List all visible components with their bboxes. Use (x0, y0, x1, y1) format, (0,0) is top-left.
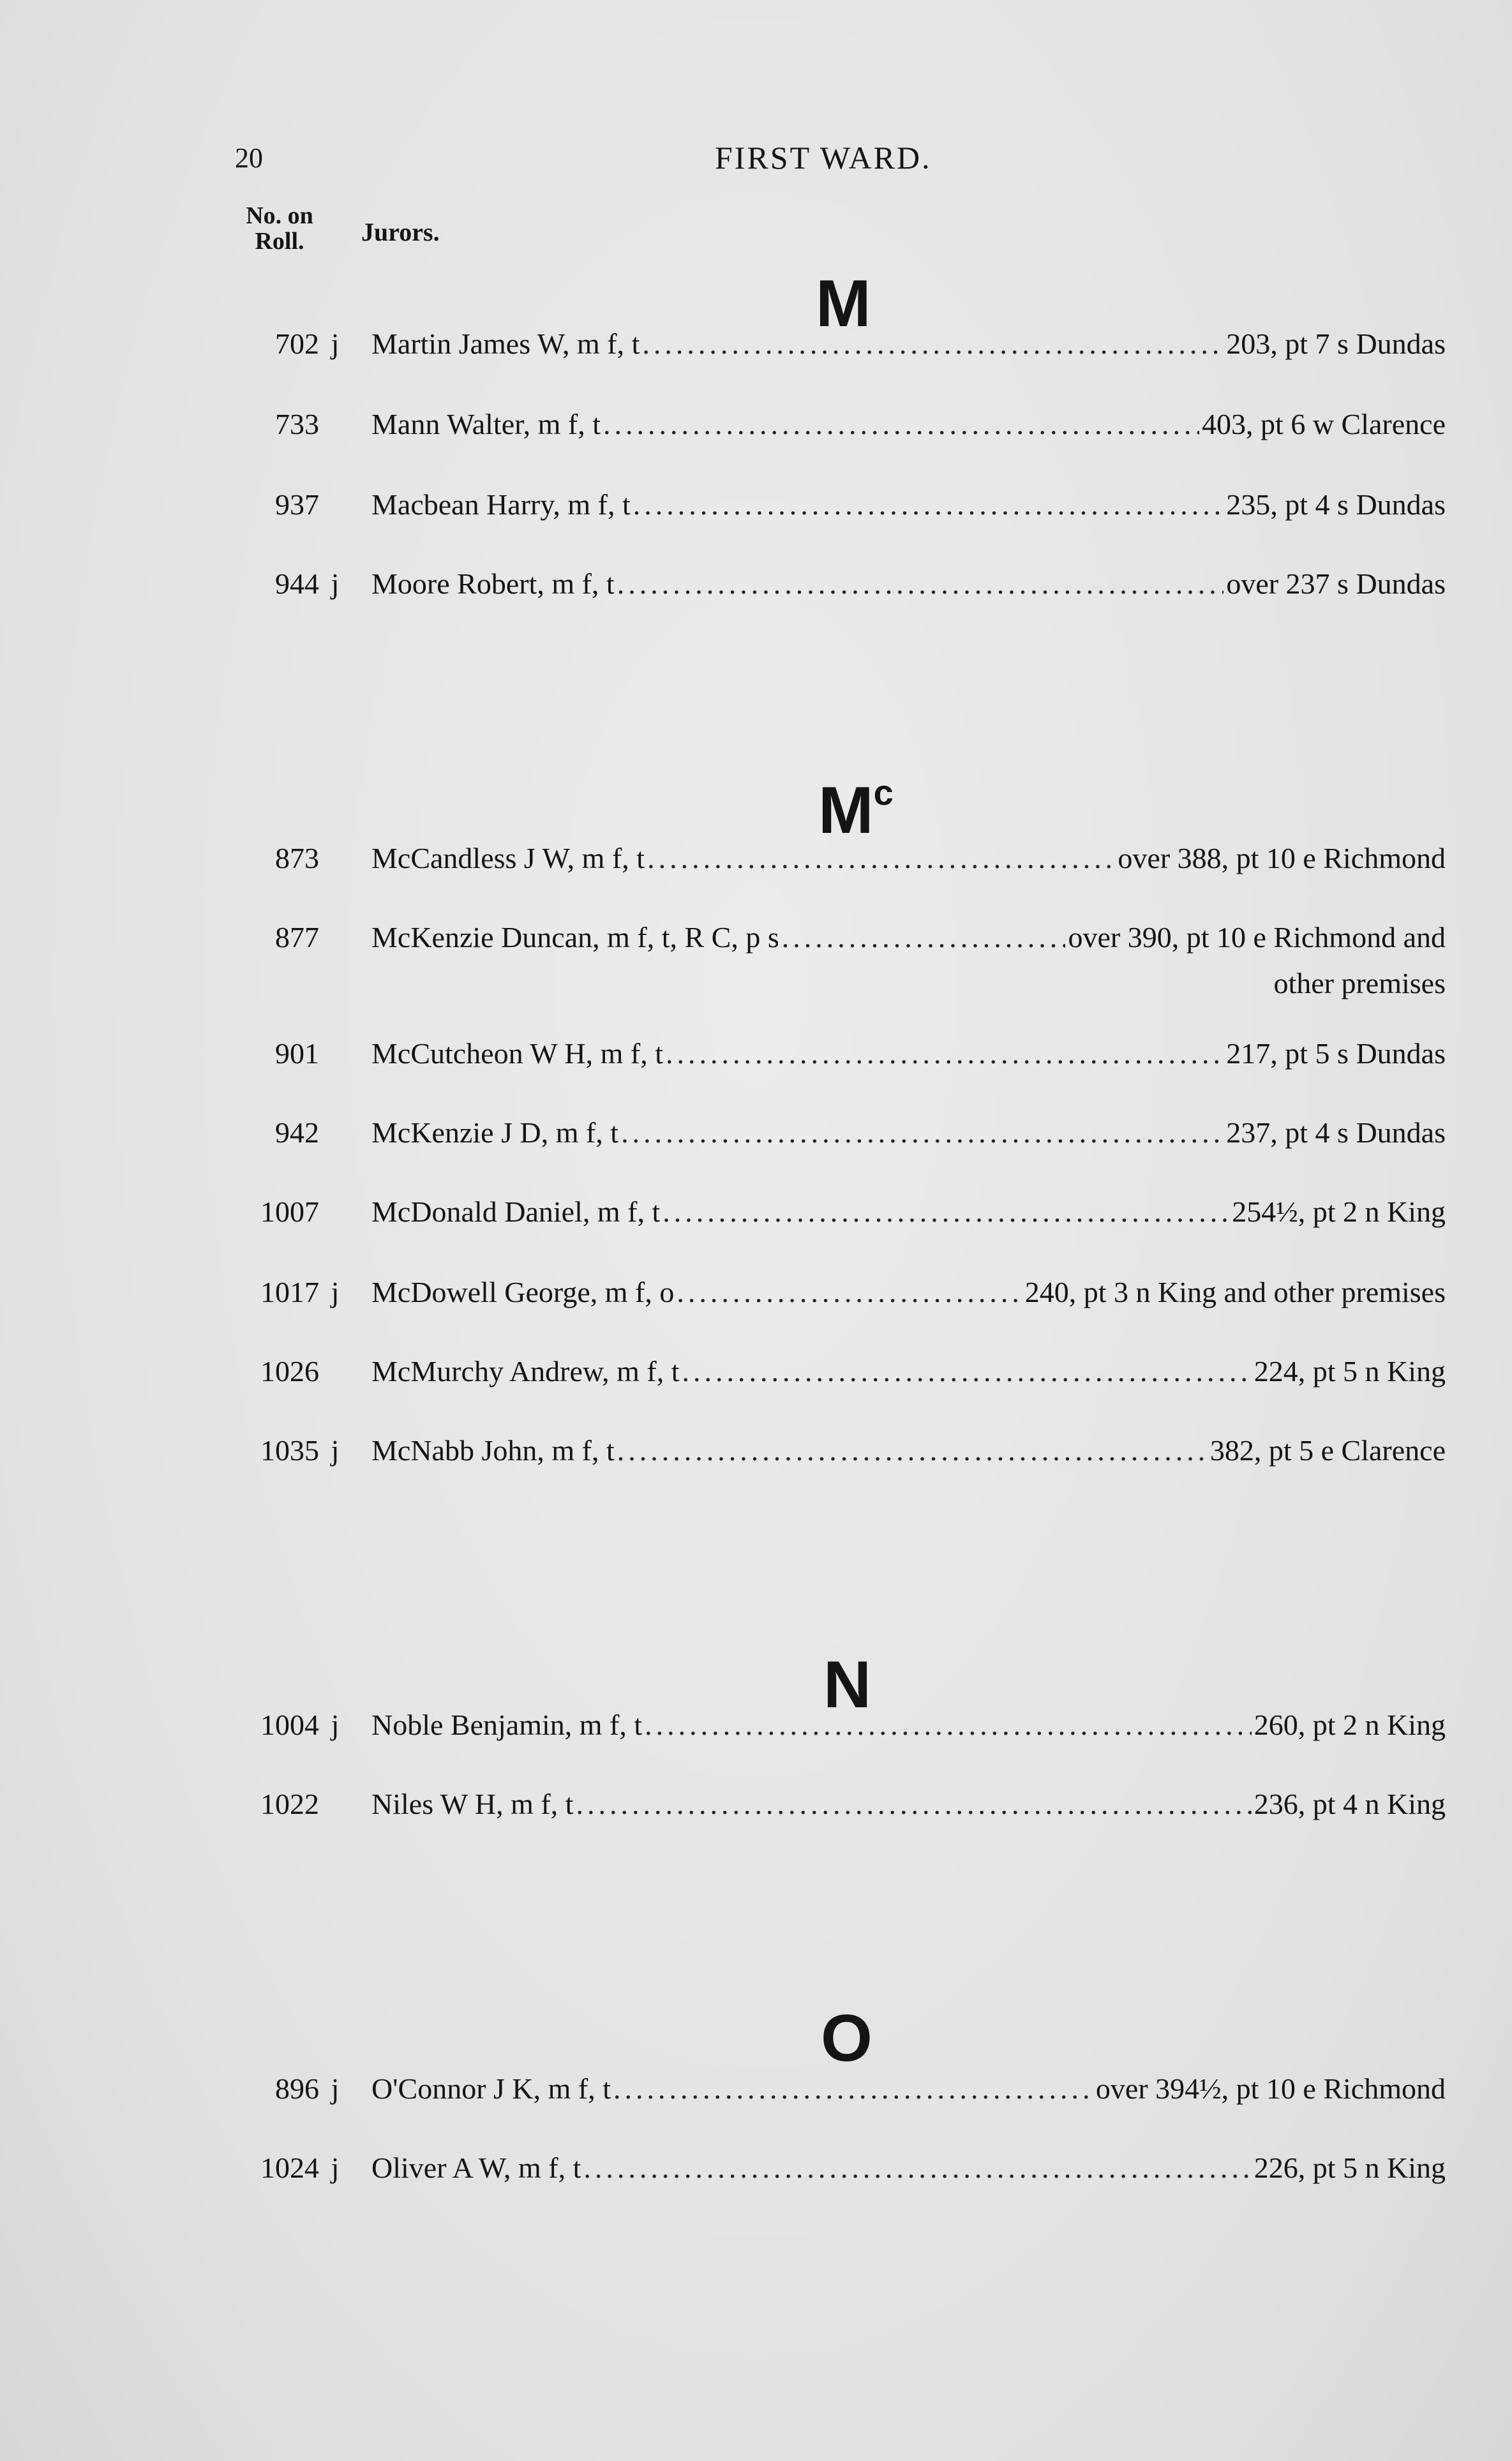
dot-leader (645, 1705, 1252, 1745)
voter-name: Mann Walter, m f, t (371, 408, 601, 440)
voter-name: McDonald Daniel, m f, t (371, 1195, 661, 1228)
voter-name: McMurchy Andrew, m f, t (371, 1355, 680, 1388)
juror-mark: j (331, 327, 340, 360)
voter-name: McCandless J W, m f, t (371, 842, 645, 874)
roll-number: 1017 (260, 1276, 319, 1308)
dot-leader (633, 485, 1224, 525)
voter-name: McKenzie Duncan, m f, t, R C, p s (371, 921, 779, 954)
dot-leader (613, 2069, 1093, 2109)
section-heading-n: N (823, 1648, 872, 1722)
residence: 217, pt 5 s Dundas (1226, 1037, 1446, 1070)
list-item (243, 1113, 1446, 1153)
roll-number: 1022 (260, 1788, 319, 1820)
roll-number: 873 (275, 842, 319, 874)
voter-name: McCutcheon W H, m f, t (371, 1037, 663, 1070)
juror-mark: j (331, 567, 340, 600)
roll-number: 1026 (260, 1355, 319, 1388)
list-item (243, 405, 1446, 444)
section-heading-m: M (816, 267, 871, 341)
dot-leader (621, 1113, 1224, 1153)
list-item (243, 1784, 1446, 1824)
dot-leader (617, 564, 1224, 604)
residence: over 237 s Dundas (1226, 567, 1446, 600)
list-item (243, 1705, 1446, 1745)
list-item (243, 324, 1446, 364)
list-item (243, 564, 1446, 604)
residence: 226, pt 5 n King (1254, 2151, 1446, 2184)
roll-number: 702 (275, 327, 319, 360)
residence: over 388, pt 10 e Richmond (1118, 842, 1446, 874)
residence: 403, pt 6 w Clarence (1202, 408, 1446, 440)
residence: 224, pt 5 n King (1254, 1355, 1446, 1388)
residence: 240, pt 3 n King and other premises (1024, 1276, 1446, 1308)
roll-number: 877 (275, 921, 319, 954)
juror-mark: j (331, 2072, 340, 2105)
roll-number: 937 (275, 488, 319, 521)
voter-name: Moore Robert, m f, t (371, 567, 615, 600)
list-item (243, 485, 1446, 525)
residence: over 394½, pt 10 e Richmond (1095, 2072, 1446, 2105)
voter-name: Martin James W, m f, t (371, 327, 640, 360)
residence: 237, pt 4 s Dundas (1226, 1116, 1446, 1149)
list-item (243, 1431, 1446, 1470)
column-header-roll-number: No. on Roll. (246, 202, 313, 255)
voter-name: McKenzie J D, m f, t (371, 1116, 619, 1149)
list-item (243, 918, 1446, 957)
residence-continuation: other premises (1273, 967, 1446, 999)
dot-leader (617, 1431, 1208, 1470)
juror-mark: j (331, 2151, 340, 2184)
dot-leader (647, 839, 1115, 878)
list-item (243, 1273, 1446, 1312)
list-item (243, 2069, 1446, 2109)
dot-leader (642, 324, 1224, 364)
roll-number: 896 (275, 2072, 319, 2105)
roll-number: 942 (275, 1116, 319, 1149)
dot-leader (603, 405, 1199, 444)
roll-number: 1004 (260, 1709, 319, 1741)
residence: 236, pt 4 n King (1254, 1788, 1446, 1820)
residence: over 390, pt 10 e Richmond and (1068, 921, 1446, 954)
roll-number: 1035 (260, 1434, 319, 1467)
residence: 254½, pt 2 n King (1232, 1195, 1446, 1228)
page-title: FIRST WARD. (715, 140, 932, 176)
dot-leader (682, 1352, 1251, 1391)
residence: 203, pt 7 s Dundas (1226, 327, 1446, 360)
dot-leader (782, 918, 1066, 957)
list-item (243, 1352, 1446, 1391)
voter-name: Niles W H, m f, t (371, 1788, 574, 1820)
list-item (243, 839, 1446, 878)
dot-leader (583, 2148, 1251, 2188)
dot-leader (576, 1784, 1251, 1824)
roll-number: 944 (275, 567, 319, 600)
voter-name: Noble Benjamin, m f, t (371, 1709, 643, 1741)
voter-name: O'Connor J K, m f, t (371, 2072, 611, 2105)
juror-mark: j (331, 1709, 340, 1741)
dot-leader (662, 1192, 1229, 1232)
page-number: 20 (235, 142, 263, 174)
residence: 260, pt 2 n King (1254, 1709, 1446, 1741)
dot-leader (666, 1034, 1224, 1073)
list-item (243, 1034, 1446, 1073)
list-item (243, 1192, 1446, 1232)
voter-name: McNabb John, m f, t (371, 1434, 615, 1467)
juror-mark: j (331, 1276, 340, 1308)
roll-number: 1024 (260, 2151, 319, 2184)
section-heading-o: O (821, 2001, 872, 2076)
column-header-jurors: Jurors. (361, 218, 440, 246)
residence: 382, pt 5 e Clarence (1209, 1434, 1446, 1467)
juror-mark: j (331, 1434, 340, 1467)
voter-name: Oliver A W, m f, t (371, 2151, 581, 2184)
list-item (243, 2148, 1446, 2188)
voter-name: Macbean Harry, m f, t (371, 488, 631, 521)
roll-number: 901 (275, 1037, 319, 1070)
dot-leader (677, 1273, 1022, 1312)
roll-number: 1007 (260, 1195, 319, 1228)
voter-name: McDowell George, m f, o (371, 1276, 675, 1308)
section-heading-mc: $M^c$ (818, 772, 894, 848)
roll-number: 733 (275, 408, 319, 440)
residence: 235, pt 4 s Dundas (1226, 488, 1446, 521)
